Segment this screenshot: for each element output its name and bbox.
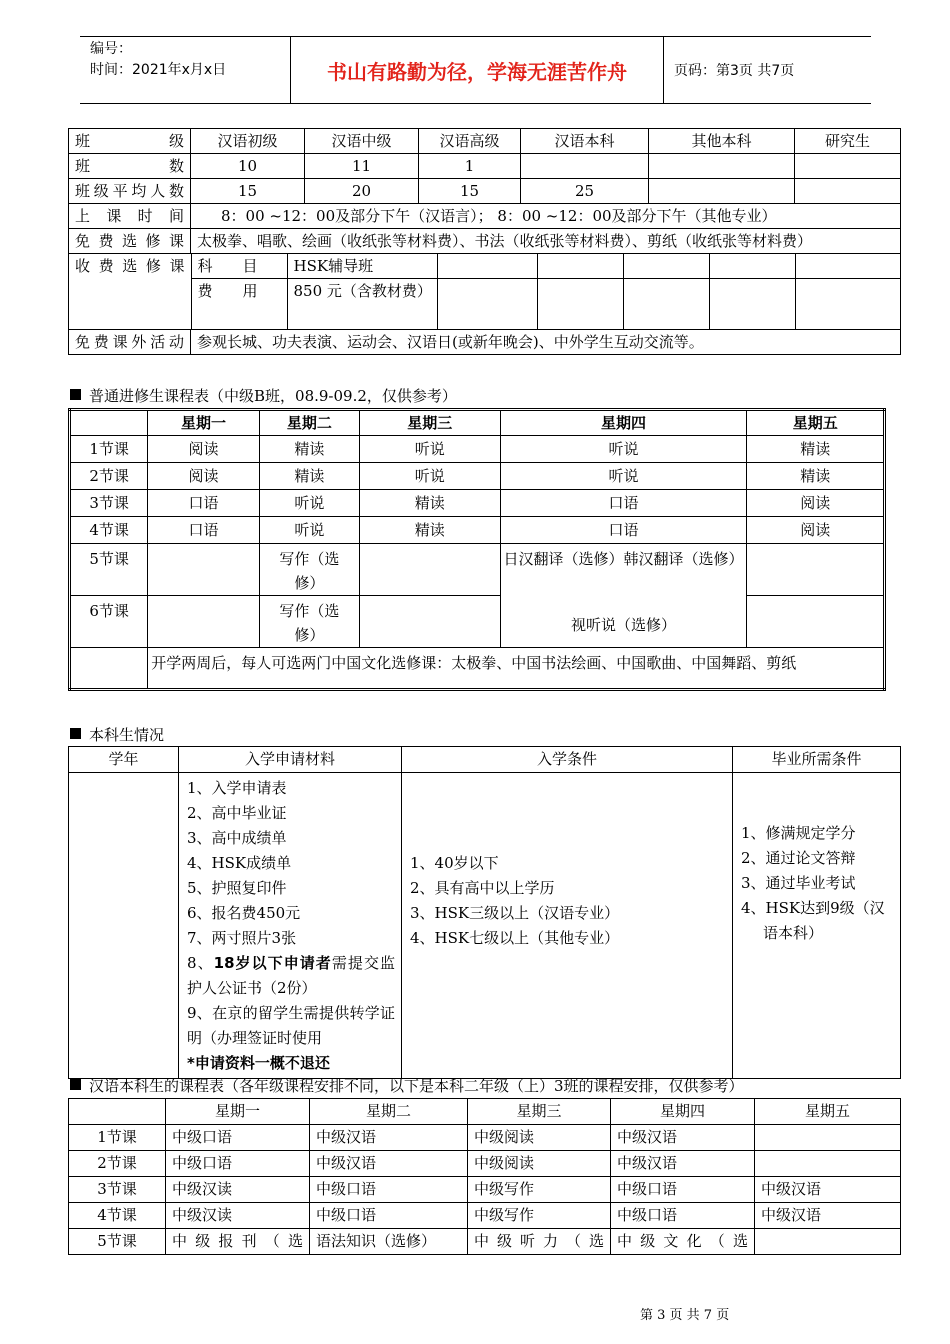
table-cell: 听说: [259, 517, 359, 544]
table-cell: 精读: [360, 517, 501, 544]
table-cell: [709, 254, 795, 279]
table-cell: 口语: [148, 490, 259, 517]
list-item: 1、40岁以下: [410, 853, 499, 872]
table-cell: 汉语高级: [419, 129, 521, 154]
table-cell: 10: [191, 154, 305, 179]
table-cell: 听说: [500, 463, 747, 490]
table-cell: 中级口语: [166, 1125, 310, 1151]
table-row: [70, 463, 885, 490]
row-label: 班级: [69, 129, 191, 154]
row-label: 3节课: [69, 1177, 166, 1203]
table-cell: 中级写作: [468, 1203, 611, 1229]
table-cell: 中级汉读: [166, 1203, 310, 1229]
row-label: 收费选修课: [69, 254, 191, 329]
list-item: 4、HSK七级以上（其他专业）: [410, 928, 620, 947]
page-footer: 第 3 页 共 7 页: [640, 1308, 730, 1323]
day-header: 星期二: [310, 1099, 468, 1125]
table-row: [70, 517, 885, 544]
table-cell: 中级汉语: [755, 1203, 901, 1229]
header-meta: [80, 37, 291, 104]
table-row: [69, 204, 901, 229]
list-item: 2、具有高中以上学历: [410, 878, 555, 897]
table-cell: 中级汉语: [611, 1125, 755, 1151]
list-item: 3、HSK三级以上（汉语专业）: [410, 903, 620, 922]
table-cell: 20: [305, 179, 419, 204]
table-cell: 写作（选修）: [259, 544, 359, 596]
table-cell: [537, 254, 623, 279]
table-row: [69, 254, 901, 330]
table-row: [70, 648, 885, 690]
table-cell: 中级汉语: [310, 1125, 468, 1151]
table-cell: [521, 154, 649, 179]
paid-fee-label: 费 用: [191, 279, 287, 330]
materials-list: [179, 773, 402, 1079]
table-cell: 中级文化（选: [611, 1229, 755, 1255]
table-cell: 中级口语: [310, 1203, 468, 1229]
material-note: *申请资料一概不退还: [187, 1054, 330, 1072]
table-row: [69, 1203, 901, 1229]
table-cell: 听说: [360, 436, 501, 463]
table-cell: [795, 254, 901, 279]
list-item: 2、高中毕业证: [187, 804, 287, 822]
table-cell: [649, 154, 795, 179]
table-cell: 精读: [747, 463, 885, 490]
table-cell: 写作（选修）: [259, 596, 359, 648]
table-row: [69, 747, 901, 773]
table-cell: [360, 596, 501, 648]
table-cell: [148, 596, 259, 648]
table-cell: [69, 773, 179, 1079]
table-row: [70, 490, 885, 517]
table-cell: 汉语初级: [191, 129, 305, 154]
table-cell: 口语: [500, 490, 747, 517]
column-header: 入学申请材料: [179, 747, 402, 773]
table-row: [69, 1151, 901, 1177]
day-header: 星期二: [259, 410, 359, 436]
paid-subject-value: HSK辅导班: [287, 254, 437, 279]
table-cell: [747, 544, 885, 596]
table-row: [69, 179, 901, 204]
table-cell: 中级听力（选: [468, 1229, 611, 1255]
table-cell: 语法知识（选修）: [310, 1229, 468, 1255]
list-item: 9、在京的留学生需提供转学证明（办理签证时使用: [187, 1004, 395, 1047]
conditions-list: [402, 773, 733, 1079]
free-elective-value: 太极拳、唱歌、绘画（收纸张等材料费）、书法（收纸张等材料费）、剪纸（收纸张等材料费）: [191, 229, 901, 254]
table-row: [69, 1177, 901, 1203]
table-cell: 研究生: [795, 129, 901, 154]
table-cell: 口语: [500, 517, 747, 544]
table-cell: 中级汉语: [755, 1177, 901, 1203]
table-cell: [755, 1151, 901, 1177]
table-row: [69, 1125, 901, 1151]
row-label: 4节课: [70, 517, 148, 544]
table-cell: 15: [419, 179, 521, 204]
table-row: [70, 596, 885, 648]
list-item: 6、报名费450元: [187, 904, 301, 922]
row-label: 4节课: [69, 1203, 166, 1229]
table-cell: 中级写作: [468, 1177, 611, 1203]
table-cell: 汉语中级: [305, 129, 419, 154]
day-header: 星期五: [747, 410, 885, 436]
row-label: 班级平均人数: [69, 179, 191, 204]
list-item: 5、护照复印件: [187, 879, 287, 897]
row-label: 上课时间: [69, 204, 191, 229]
table-cell: 口语: [148, 517, 259, 544]
table-cell: 中级阅读: [468, 1125, 611, 1151]
table-row: [70, 410, 885, 436]
table-row: [69, 1229, 901, 1255]
table-cell: 阅读: [148, 463, 259, 490]
table-cell: 11: [305, 154, 419, 179]
row-label: 免费课外活动: [69, 330, 191, 355]
day-header: 星期三: [360, 410, 501, 436]
table-cell: [755, 1229, 901, 1255]
list-item: 4、HSK达到9级（汉语本科）: [741, 899, 885, 942]
row-label: 3节课: [70, 490, 148, 517]
table-row: [69, 129, 901, 154]
table-cell: 阅读: [747, 490, 885, 517]
table-cell: [437, 279, 537, 330]
class-overview-table: [68, 128, 901, 355]
table-cell: 听说: [360, 463, 501, 490]
advanced-schedule-table: [68, 408, 886, 691]
day-header: 星期三: [468, 1099, 611, 1125]
table-cell: [500, 544, 747, 648]
table-row: [70, 544, 885, 596]
table-cell: [747, 596, 885, 648]
paid-elective-table: [69, 254, 901, 329]
table-row: [69, 1099, 901, 1125]
square-bullet-icon: [70, 728, 81, 739]
table-cell: [360, 544, 501, 596]
table-cell: 中级阅读: [468, 1151, 611, 1177]
row-label: 6节课: [70, 596, 148, 648]
undergrad-section-title: 本科生情况: [70, 725, 164, 745]
table-cell: 25: [521, 179, 649, 204]
row-label: 班数: [69, 154, 191, 179]
table-row: [69, 773, 901, 1079]
page-header: [80, 36, 871, 104]
table-cell: [70, 648, 148, 690]
table-cell: [709, 279, 795, 330]
row-label: 1节课: [69, 1125, 166, 1151]
undergrad-table: [68, 746, 901, 1079]
advanced-section-title: 普通进修生课程表（中级B班，08.9-09.2，仅供参考）: [70, 386, 457, 406]
table-cell: 阅读: [148, 436, 259, 463]
table-cell: 精读: [360, 490, 501, 517]
column-header: 入学条件: [402, 747, 733, 773]
table-cell: [623, 254, 709, 279]
day-header: 星期一: [166, 1099, 310, 1125]
table-cell: 阅读: [747, 517, 885, 544]
column-header: 毕业所需条件: [733, 747, 901, 773]
list-item: 7、两寸照片3张: [187, 929, 297, 947]
day-header: 星期四: [611, 1099, 755, 1125]
motto: 书山有路勤为径，学海无涯苦作舟: [291, 37, 664, 104]
list-item: 2、通过论文答辩: [741, 849, 856, 867]
table-cell: [437, 254, 537, 279]
table-cell: [623, 279, 709, 330]
list-item: 4、HSK成绩单: [187, 854, 292, 872]
table-cell: 中级汉语: [310, 1151, 468, 1177]
date-label: 时间：2021年x月x日: [90, 62, 227, 78]
undergrad-schedule-title: 汉语本科生的课程表（各年级课程安排不同，以下是本科二年级（上）3班的课程安排，仅供参考）: [70, 1076, 744, 1096]
table-cell: [537, 279, 623, 330]
row-label: 5节课: [69, 1229, 166, 1255]
day-header: 星期四: [500, 410, 747, 436]
table-cell: 精读: [259, 463, 359, 490]
day-header: 星期五: [755, 1099, 901, 1125]
list-item: 1、入学申请表: [187, 779, 287, 797]
number-label: 编号：: [90, 41, 132, 57]
table-cell: [649, 179, 795, 204]
table-cell: 中级口语: [166, 1151, 310, 1177]
list-item: 3、通过毕业考试: [741, 874, 856, 892]
table-cell: 汉语本科: [521, 129, 649, 154]
table-cell: [795, 179, 901, 204]
row-label: 1节课: [70, 436, 148, 463]
table-cell: 1: [419, 154, 521, 179]
row-label: 2节课: [69, 1151, 166, 1177]
row-label: 免费选修课: [69, 229, 191, 254]
page-info: 页码：第3页 共7页: [664, 37, 872, 104]
day-header: 星期一: [148, 410, 259, 436]
table-cell: 中级汉读: [166, 1177, 310, 1203]
undergrad-schedule-table: [68, 1098, 901, 1255]
table-cell: 15: [191, 179, 305, 204]
square-bullet-icon: [70, 389, 81, 400]
list-item: 3、高中成绩单: [187, 829, 287, 847]
activities-value: 参观长城、功夫表演、运动会、汉语日(或新年晚会)、中外学生互动交流等。: [191, 330, 901, 355]
square-bullet-icon: [70, 1079, 81, 1090]
table-cell: [755, 1125, 901, 1151]
table-cell: 中级报刊（选: [166, 1229, 310, 1255]
table-cell: [795, 279, 901, 330]
schedule-value: 8：00 ~12：00及部分下午（汉语言）； 8：00 ~12：00及部分下午（其他专业）: [191, 204, 901, 229]
paid-subject-label: 科 目: [191, 254, 287, 279]
table-cell: 中级汉语: [611, 1151, 755, 1177]
table-cell: 中级口语: [611, 1177, 755, 1203]
listening-elective: 视听说（选修）: [571, 616, 677, 634]
graduation-list: [733, 773, 901, 1079]
table-cell: 中级口语: [611, 1203, 755, 1229]
table-cell: 听说: [500, 436, 747, 463]
culture-note: 开学两周后，每人可选两门中国文化选修课：太极拳、中国书法绘画、中国歌曲、中国舞蹈、剪纸: [148, 648, 885, 690]
list-item: 1、修满规定学分: [741, 824, 856, 842]
table-cell: 中级口语: [310, 1177, 468, 1203]
row-label: 5节课: [70, 544, 148, 596]
table-cell: 听说: [259, 490, 359, 517]
translation-electives: 日汉翻译（选修）韩汉翻译（选修）: [503, 550, 744, 568]
table-cell: [148, 544, 259, 596]
row-label: 2节课: [70, 463, 148, 490]
table-row: [69, 154, 901, 179]
table-row: [70, 436, 885, 463]
table-row: [69, 330, 901, 355]
list-item: 8、18岁以下申请者需提交监护人公证书（2份）: [187, 954, 395, 997]
table-cell: 精读: [259, 436, 359, 463]
table-cell: [795, 154, 901, 179]
column-header: 学年: [69, 747, 179, 773]
table-cell: 其他本科: [649, 129, 795, 154]
table-cell: 精读: [747, 436, 885, 463]
table-row: [69, 229, 901, 254]
paid-fee-value: 850 元（含教材费）: [287, 279, 437, 330]
